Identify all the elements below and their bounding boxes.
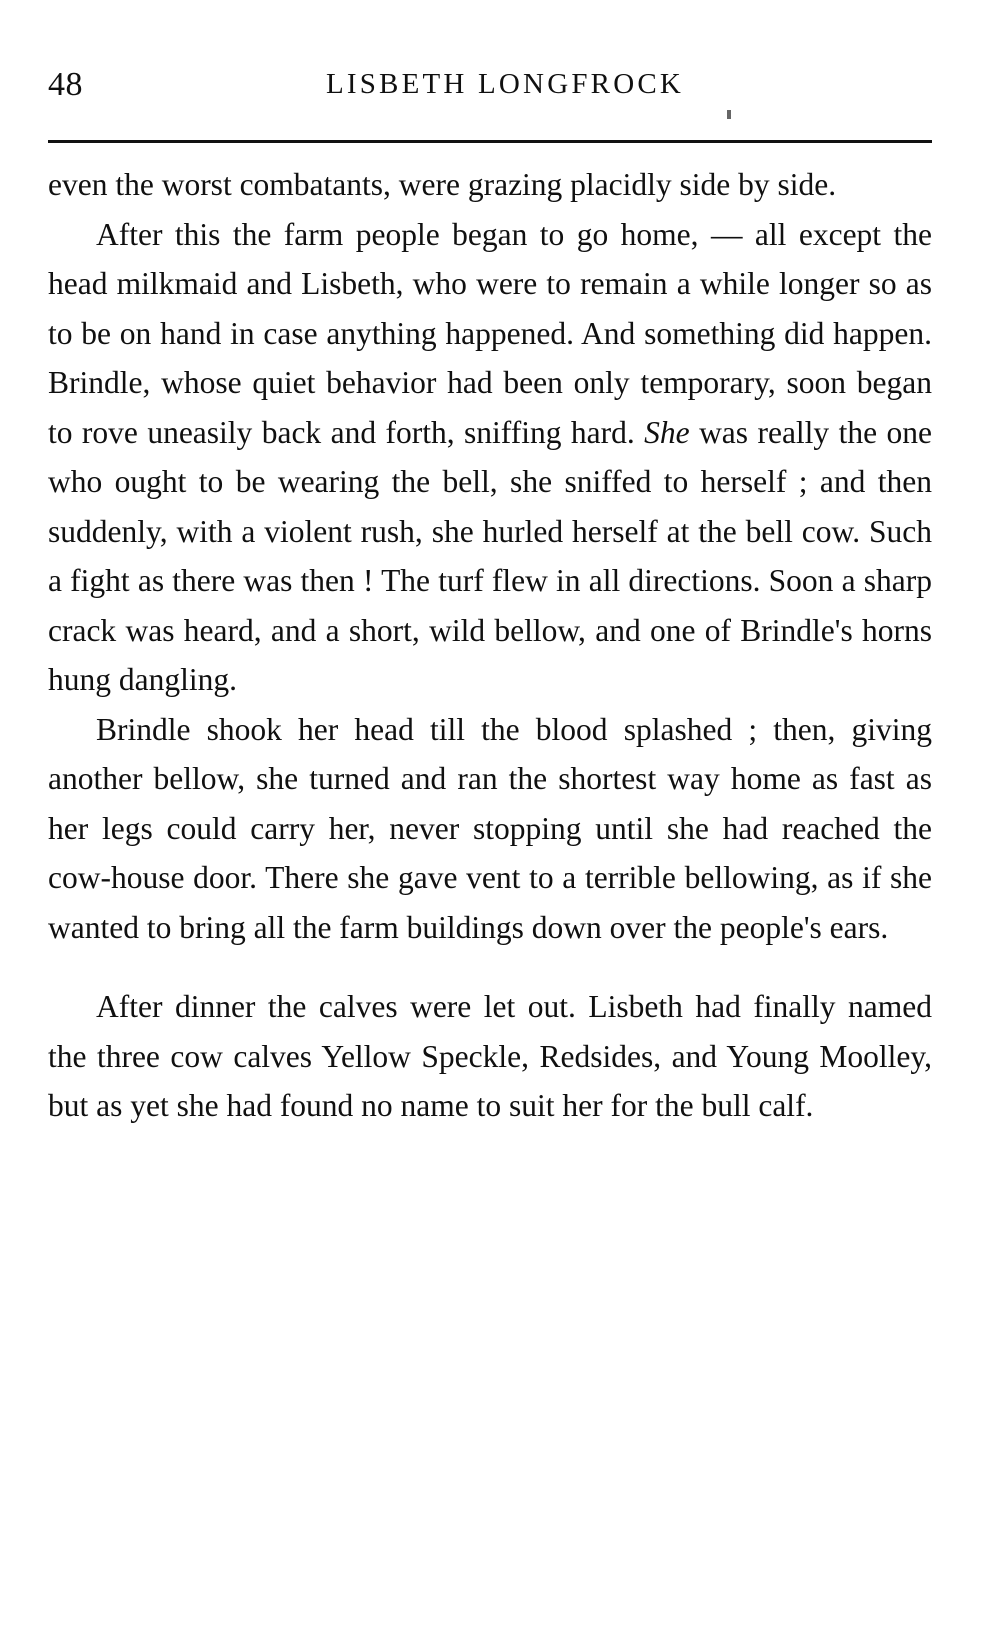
running-head: LISBETH LONGFROCK xyxy=(325,68,685,100)
page-body xyxy=(48,160,932,1131)
section-break-dots xyxy=(48,952,932,982)
print-speck xyxy=(727,110,731,119)
paragraph: even the worst combatants, were grazing placidly side by side. xyxy=(48,167,837,202)
header-rule xyxy=(48,140,932,143)
paragraph xyxy=(48,210,932,705)
emphasis-she: She xyxy=(644,414,690,450)
paragraph: After dinner the calves were let out. Lisbeth had finally named the three cow calves Yellow Speckle, Redsides, and Young Moolley, but as yet she had found no name to suit her for the bull calf. xyxy=(48,989,932,1123)
paragraph: Brindle shook her head till the blood splashed ; then, giving another bellow, she turned and ran the shortest way home as fast as her legs could carry her, never stopping until she had reached the cow-house door. There she gave vent to a terrible bellowing, as if she wanted to bring all the farm buildings down over the people's ears. xyxy=(48,711,932,945)
page-number: 48 xyxy=(48,66,83,103)
paragraph-text-before-italic: After this the farm people began to go home, — all except the head milkmaid and Lisbeth, who were to remain a while longer so as to be on hand in case anything happened. And something did happen. Brindle, whose quiet behavior had been only temporary, soon began to rove uneasily back and forth, sniffing hard. xyxy=(48,216,932,450)
paragraph-text-after-italic: was really the one who ought to be wearing the bell, she sniffed to herself ; and then suddenly, with a violent rush, she hurled herself at the bell cow. Such a fight as there was then ! The turf flew in all directions. Soon a sharp crack was heard, and a short, wild bellow, and one of Brindle's horns hung dangling. xyxy=(48,414,932,697)
page-header xyxy=(48,58,932,120)
